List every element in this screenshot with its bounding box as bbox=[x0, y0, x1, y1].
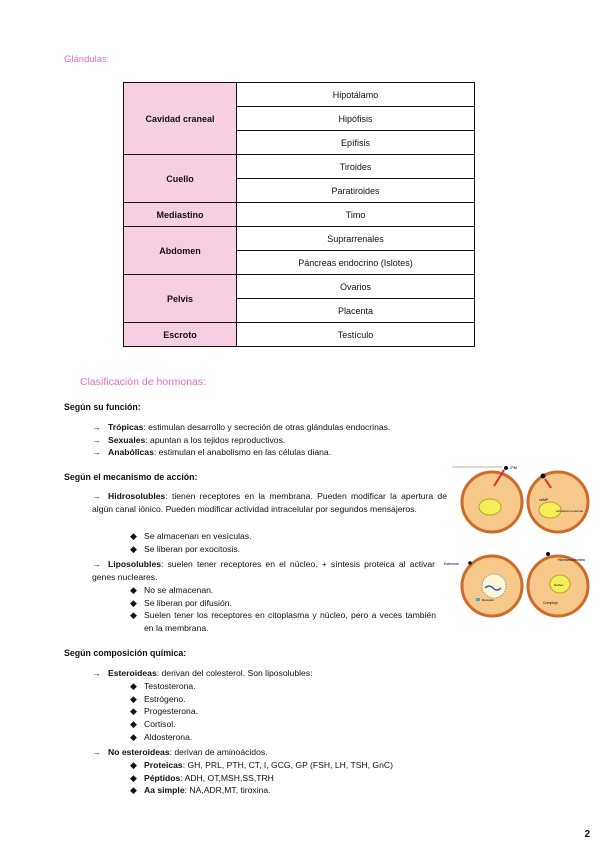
list-item: ◆ Se liberan por difusión. bbox=[130, 597, 232, 608]
diamond-bullet-icon: ◆ bbox=[130, 731, 137, 742]
diamond-bullet-icon: ◆ bbox=[130, 772, 137, 783]
organ-testiculo: Testículo bbox=[237, 323, 475, 347]
nucleus-bottom-left bbox=[482, 574, 506, 598]
hormone-dot bbox=[504, 466, 508, 470]
organ-placenta: Placenta bbox=[237, 299, 475, 323]
hidrosolubles-paragraph bbox=[92, 490, 447, 515]
diamond-bullet-icon: ◆ bbox=[130, 585, 137, 595]
list-item: ◆ Aa simple: NA,ADR,MT, tiroxina. bbox=[130, 785, 271, 796]
label-complejo: Complejo bbox=[543, 601, 558, 605]
arrow-icon: → bbox=[92, 747, 101, 757]
liposolubles-sublist bbox=[130, 584, 436, 635]
list-item: ◆ Cortisol. bbox=[130, 719, 176, 730]
glandulas-table bbox=[123, 82, 475, 347]
list-item: → Trópicas: estimulan desarrollo y secreción de otras glándulas endocrinas. bbox=[92, 422, 391, 432]
esteroideas-sublist bbox=[130, 680, 410, 744]
list-item: ◆ No se almacenan. bbox=[130, 585, 214, 595]
organ-timo: Timo bbox=[237, 203, 475, 227]
list-item: → Sexuales: apuntan a los tejidos reproductivos. bbox=[92, 434, 286, 445]
quimica-heading: Según composición química: bbox=[64, 648, 187, 658]
region-cuello: Cuello bbox=[124, 155, 237, 203]
organ-epifisis: Epífisis bbox=[237, 131, 475, 155]
hormone-dot bbox=[468, 561, 472, 565]
clasificacion-title: Clasificación de hormonas: bbox=[80, 376, 207, 388]
receptor-block bbox=[476, 598, 480, 601]
list-item: ◆ Péptidos: ADH, OT,MSH,SS,TRH bbox=[130, 772, 274, 783]
liposolubles-term: Liposolubles bbox=[108, 559, 161, 569]
no-esteroideas-sublist bbox=[130, 759, 450, 797]
liposolubles-text: : suelen tener receptores en el núcleo. + síntesis proteica al activar genes nucleares. bbox=[92, 559, 435, 582]
arrow-icon: → bbox=[92, 434, 101, 445]
list-item: → Anabólicas: estimulan el anabolismo en las células diana. bbox=[92, 447, 332, 458]
funcion-list bbox=[92, 421, 452, 459]
region-pelvis: Pelvis bbox=[124, 275, 237, 323]
hidrosolubles-text: : tienen receptores en la membrana. Pueden modificar la apertura de algún canal iónico. Pueden modificar actividad intracelular por segundos mensajeros. bbox=[92, 491, 447, 514]
list-item: ◆ Testosterona. bbox=[130, 681, 196, 691]
diamond-bullet-icon: ◆ bbox=[130, 693, 137, 704]
arrow-icon: → bbox=[92, 559, 101, 569]
diamond-bullet-icon: ◆ bbox=[130, 719, 137, 730]
arrow-icon: → bbox=[92, 422, 101, 432]
list-item: ◆ Suelen tener los receptores en citoplasma y núcleo, pero a veces también en la membrana. bbox=[130, 610, 436, 634]
label-esteroide: Esteroide bbox=[444, 562, 459, 566]
hidrosolubles-term: Hidrosolubles bbox=[108, 491, 166, 501]
diamond-bullet-icon: ◆ bbox=[130, 597, 137, 608]
organ-tiroides: Tiroides bbox=[237, 155, 475, 179]
diamond-bullet-icon: ◆ bbox=[130, 610, 137, 621]
organ-ovarios: Ovarios bbox=[237, 275, 475, 299]
organ-pancreas: Páncreas endocrino (Islotes) bbox=[237, 251, 475, 275]
list-item: ◆ Proteicas: GH, PRL, PTH, CT, I, GCG, GP (FSH, LH, TSH, GnC) bbox=[130, 760, 393, 770]
region-mediastino: Mediastino bbox=[124, 203, 237, 227]
label-activacion: Activación proteínas bbox=[556, 509, 584, 513]
diamond-bullet-icon: ◆ bbox=[130, 681, 137, 691]
funcion-heading: Según su función: bbox=[64, 402, 141, 412]
list-item: ◆ Se liberan por exocitosis. bbox=[130, 543, 241, 554]
label-nucleo: Núcleo bbox=[554, 583, 564, 587]
region-cavidad-craneal: Cavidad craneal bbox=[124, 83, 237, 155]
hormone-mechanism-diagram bbox=[440, 462, 590, 632]
nucleus-top-left bbox=[479, 499, 501, 515]
label-hormona-tiroidea: Hormona tiroidea bbox=[558, 558, 585, 562]
esteroideas-line: → Esteroideas: derivan del colesterol. Son liposolubles: bbox=[92, 668, 313, 678]
no-esteroideas-line: → No esteroideas: derivan de aminoácidos. bbox=[92, 747, 268, 757]
organ-hipotalamo: Hipotálamo bbox=[237, 83, 475, 107]
diamond-bullet-icon: ◆ bbox=[130, 543, 137, 554]
list-item: ◆ Estrógeno. bbox=[130, 693, 186, 704]
region-escroto: Escroto bbox=[124, 323, 237, 347]
diamond-bullet-icon: ◆ bbox=[130, 785, 137, 796]
cell-top-right bbox=[528, 472, 588, 532]
mecanismo-heading: Según el mecanismo de acción: bbox=[64, 472, 198, 482]
organ-paratiroides: Paratiroides bbox=[237, 179, 475, 203]
diamond-bullet-icon: ◆ bbox=[130, 531, 137, 541]
organ-suprarrenales: Suprarrenales bbox=[237, 227, 475, 251]
region-abdomen: Abdomen bbox=[124, 227, 237, 275]
hidrosolubles-sublist bbox=[130, 530, 430, 555]
hormone-dot bbox=[546, 552, 550, 556]
list-item: ◆ Aldosterona. bbox=[130, 731, 193, 742]
diamond-bullet-icon: ◆ bbox=[130, 760, 137, 770]
diamond-bullet-icon: ◆ bbox=[130, 706, 137, 717]
arrow-icon: → bbox=[92, 491, 101, 501]
arrow-icon: → bbox=[92, 447, 101, 458]
list-item: ◆ Progesterona. bbox=[130, 706, 198, 717]
arrow-icon: → bbox=[92, 668, 101, 678]
page-number: 2 bbox=[584, 829, 590, 840]
glandulas-title: Glándulas: bbox=[64, 54, 110, 65]
hormone-dot bbox=[541, 474, 546, 479]
label-camp: cAMP bbox=[539, 498, 549, 502]
liposolubles-paragraph bbox=[92, 558, 435, 583]
label-2m: 2ºM bbox=[510, 465, 518, 470]
label-receptor: Receptor bbox=[482, 598, 495, 602]
organ-hipofisis: Hipófisis bbox=[237, 107, 475, 131]
list-item: ◆ Se almacenan en vesículas. bbox=[130, 531, 252, 541]
